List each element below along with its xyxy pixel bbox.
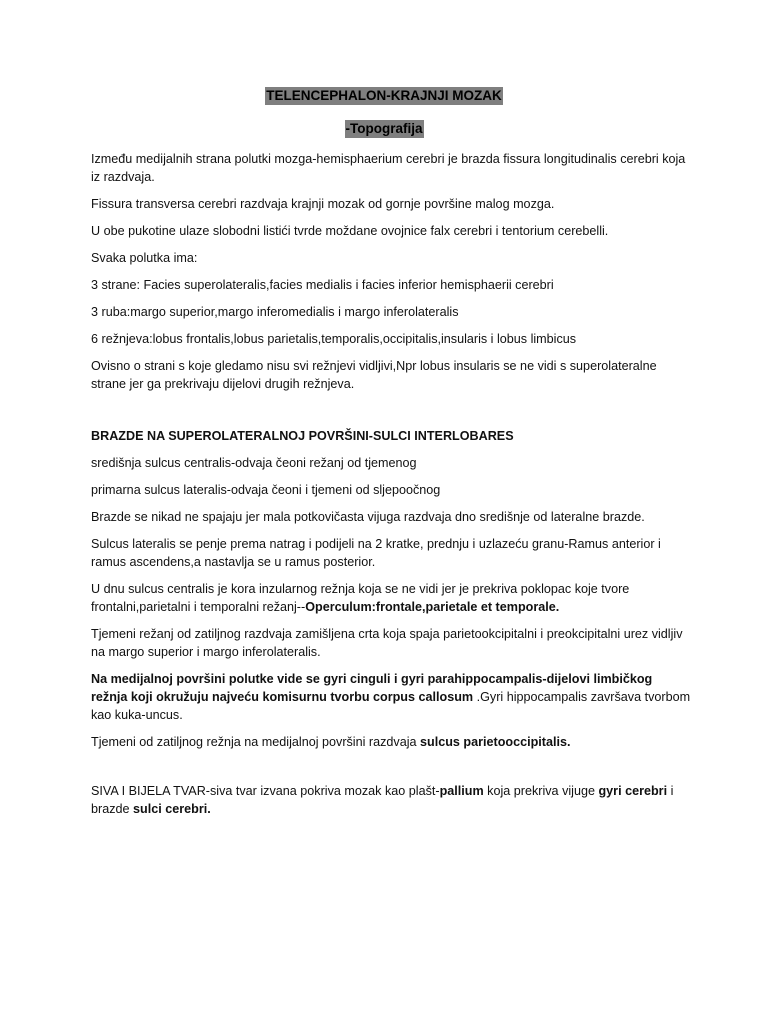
spacer	[91, 402, 691, 427]
document-body	[91, 150, 691, 827]
paragraph-brazde-spajanje: Brazde se nikad ne spajaju jer mala potkovičasta vijuga razdvaja dno središnje od lateralne brazde.	[91, 510, 645, 524]
paragraph-svaka-polutka: Svaka polutka ima:	[91, 251, 198, 265]
paragraph-insularis: Ovisno o strani s koje gledamo nisu svi režnjevi vidljivi,Npr lobus insularis se ne vidi s superolateralne strane jer ga prekrivaju dijelovi drugih režnjeva.	[91, 359, 657, 391]
paragraph-medijalna-povrsina: Na medijalnoj površini polutke vide se gyri cinguli i gyri parahippocampalis-dijelovi limbičkog režnja koji okružuju najveću komisurnu tvorbu corpus callosum .Gyri hippocampalis završava tvorbom kao kuka-uncus.	[91, 672, 691, 722]
paragraph-reznjevi: 6 režnjeva:lobus frontalis,lobus parietalis,temporalis,occipitalis,insularis i lobus limbicus	[91, 332, 577, 346]
subtitle-container	[0, 120, 768, 138]
paragraph-fissura-longitudinalis: Između medijalnih strana polutki mozga-hemisphaerium cerebri je brazda fissura longitudinalis cerebri koja iz razdvaja.	[91, 152, 686, 184]
paragraph-operculum: U dnu sulcus centralis je kora inzularnog režnja koja se ne vidi jer je prekriva poklopac koje tvore frontalni,parietalni i temporalni režanj--Operculum:frontale,parietale et temporale.	[91, 582, 630, 614]
paragraph-fissura-transversa: Fissura transversa cerebri razdvaja krajnji mozak od gornje površine malog mozga.	[91, 197, 555, 211]
paragraph-strane: 3 strane: Facies superolateralis,facies medialis i facies inferior hemisphaerii cerebri	[91, 278, 554, 292]
paragraph-ramus: Sulcus lateralis se penje prema natrag i podijeli na 2 kratke, prednju i uzlazeću granu-Ramus anterior i ramus ascendens,a nastavlja se u ramus posterior.	[91, 537, 661, 569]
paragraph-siva-bijela-tvar: SIVA I BIJELA TVAR-siva tvar izvana pokriva mozak kao plašt-pallium koja prekriva vijuge gyri cerebri i brazde sulci cerebri.	[91, 784, 674, 816]
title-container	[0, 87, 768, 105]
paragraph-sulcus-lateralis: primarna sulcus lateralis-odvaja čeoni i tjemeni od sljepoočnog	[91, 483, 441, 497]
section-heading-sulci: BRAZDE NA SUPEROLATERALNOJ POVRŠINI-SULCI INTERLOBARES	[91, 429, 514, 443]
page-subtitle: -Topografija	[345, 121, 423, 136]
paragraph-tjemeni-zatiljni: Tjemeni režanj od zatiljnog razdvaja zamišljena crta koja spaja parietookcipitalni i preokcipitalni urez vidljiv na margo superior i margo inferolateralis.	[91, 627, 683, 659]
page-title: TELENCEPHALON-KRAJNJI MOZAK	[266, 88, 502, 103]
paragraph-ruba: 3 ruba:margo superior,margo inferomedialis i margo inferolateralis	[91, 305, 459, 319]
paragraph-sulcus-parietooccipitalis: Tjemeni od zatiljnog režnja na medijalnoj površini razdvaja sulcus parietooccipitalis.	[91, 735, 571, 749]
spacer	[91, 760, 691, 782]
paragraph-sulcus-centralis: središnja sulcus centralis-odvaja čeoni režanj od tjemenog	[91, 456, 417, 470]
paragraph-falx-tentorium: U obe pukotine ulaze slobodni listići tvrde moždane ovojnice falx cerebri i tentorium cerebelli.	[91, 224, 609, 238]
